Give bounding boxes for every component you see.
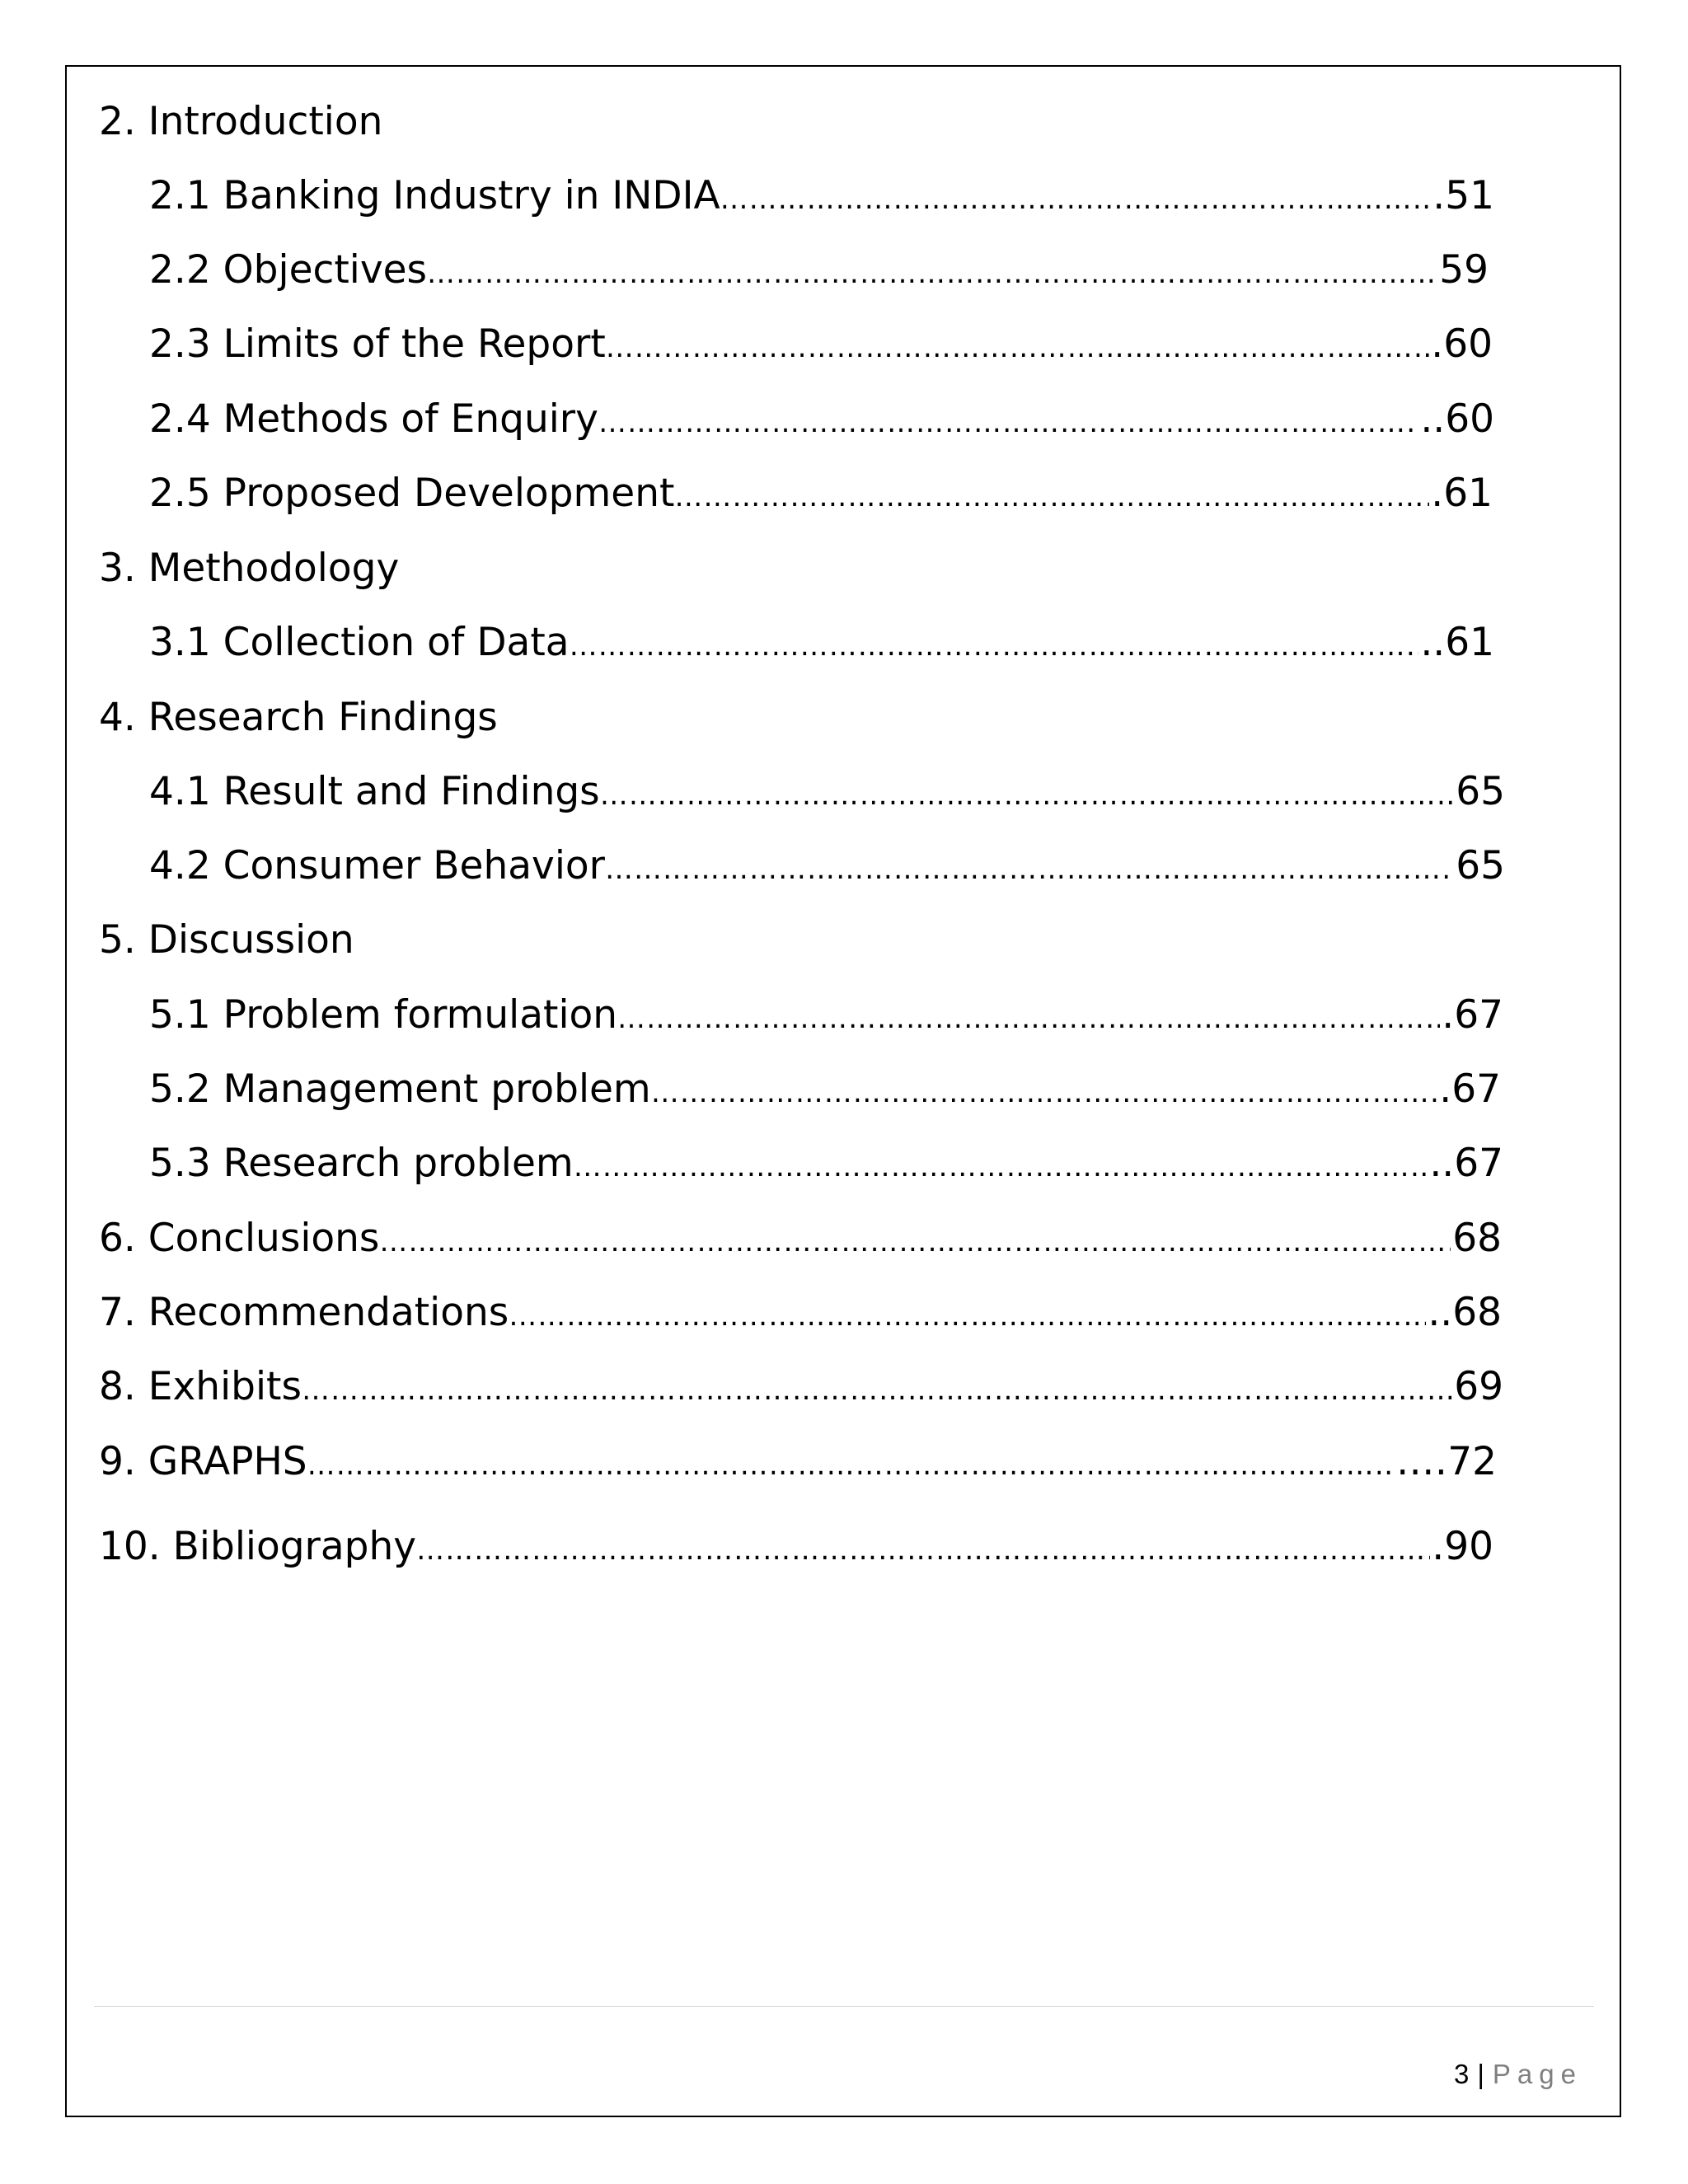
toc-label: 8. Exhibits <box>99 1364 302 1409</box>
toc-label: 2.3 Limits of the Report <box>149 321 606 367</box>
toc-page-number: ..68 <box>1428 1290 1502 1335</box>
toc-entry <box>149 469 1493 522</box>
dot-leader <box>720 175 1432 224</box>
dot-leader <box>570 621 1419 671</box>
dot-leader <box>302 1366 1452 1415</box>
toc-heading <box>99 916 354 965</box>
toc-entry <box>149 1065 1501 1118</box>
dot-leader <box>598 398 1418 448</box>
toc-label: 2. Introduction <box>99 99 383 144</box>
toc-page-number: 69 <box>1454 1364 1503 1409</box>
dot-leader <box>674 472 1429 522</box>
dot-leader <box>600 771 1455 820</box>
toc-entry <box>149 841 1505 894</box>
toc-entry <box>149 171 1494 224</box>
toc-label: 2.1 Banking Industry in INDIA <box>149 173 720 218</box>
toc-heading <box>99 97 382 147</box>
toc-label: 5.1 Problem formulation <box>149 992 618 1038</box>
toc-entry <box>99 1362 1503 1415</box>
toc-entry <box>149 1139 1503 1192</box>
page-number: 3 <box>1453 2059 1470 2089</box>
toc-page-number: .60 <box>1431 321 1493 367</box>
toc-page-number: ..60 <box>1420 396 1494 442</box>
toc-label: 4.1 Result and Findings <box>149 769 600 814</box>
toc-label: 4.2 Consumer Behavior <box>149 843 605 888</box>
toc-page-number: .61 <box>1431 471 1493 516</box>
toc-entry <box>149 767 1505 820</box>
toc-label: 10. Bibliography <box>99 1524 417 1569</box>
dot-leader <box>651 1068 1438 1118</box>
page-footer <box>1439 2013 1582 2095</box>
toc-label: 5. Discussion <box>99 917 354 963</box>
toc-label: 5.3 Research problem <box>149 1141 574 1186</box>
dot-leader <box>605 845 1454 894</box>
footer-separator: | <box>1477 2059 1484 2089</box>
page-word: Page <box>1492 2059 1582 2089</box>
toc-label: 3. Methodology <box>99 546 400 591</box>
toc-page-number: .67 <box>1439 1066 1501 1112</box>
dot-leader <box>416 1526 1430 1575</box>
dot-leader <box>606 323 1430 373</box>
toc-label: 3.1 Collection of Data <box>149 620 570 665</box>
toc-label: 2.4 Methods of Enquiry <box>149 396 598 442</box>
toc-page-number: .90 <box>1432 1524 1493 1569</box>
toc-entry <box>99 1522 1493 1575</box>
toc-label: 4. Research Findings <box>99 695 498 740</box>
toc-label: 6. Conclusions <box>99 1216 380 1261</box>
toc-heading <box>99 544 399 593</box>
dot-leader <box>574 1142 1428 1192</box>
toc-label: 5.2 Management problem <box>149 1066 651 1112</box>
dot-leader <box>509 1291 1426 1341</box>
toc-page-number: .51 <box>1432 173 1494 218</box>
toc-entry <box>99 1437 1497 1490</box>
toc-label: 2.2 Objectives <box>149 247 428 293</box>
toc-page-number: ..67 <box>1429 1141 1503 1186</box>
toc-page-number: 65 <box>1456 843 1505 888</box>
dot-leader <box>617 994 1440 1043</box>
toc-entry <box>99 1214 1502 1267</box>
toc-entry <box>149 991 1503 1043</box>
toc-page-number: 65 <box>1456 769 1505 814</box>
toc-label: 9. GRAPHS <box>99 1439 307 1484</box>
toc-entry <box>149 320 1493 373</box>
toc-page-number: ..61 <box>1420 620 1494 665</box>
dot-leader <box>379 1217 1451 1267</box>
dot-leader <box>427 249 1437 298</box>
footer-rule <box>94 2006 1594 2007</box>
toc-heading <box>99 693 498 743</box>
toc-page-number: 68 <box>1452 1216 1502 1261</box>
toc-label: 2.5 Proposed Development <box>149 471 675 516</box>
dot-leader <box>307 1441 1395 1490</box>
toc-entry <box>149 618 1494 671</box>
toc-label: 7. Recommendations <box>99 1290 509 1335</box>
toc-page-number: 59 <box>1439 247 1489 293</box>
toc-entry <box>149 395 1494 448</box>
toc-entry <box>149 246 1489 298</box>
toc-page-number: .67 <box>1442 992 1503 1038</box>
toc-entry <box>99 1288 1502 1341</box>
toc-page-number: .…72 <box>1396 1439 1497 1484</box>
